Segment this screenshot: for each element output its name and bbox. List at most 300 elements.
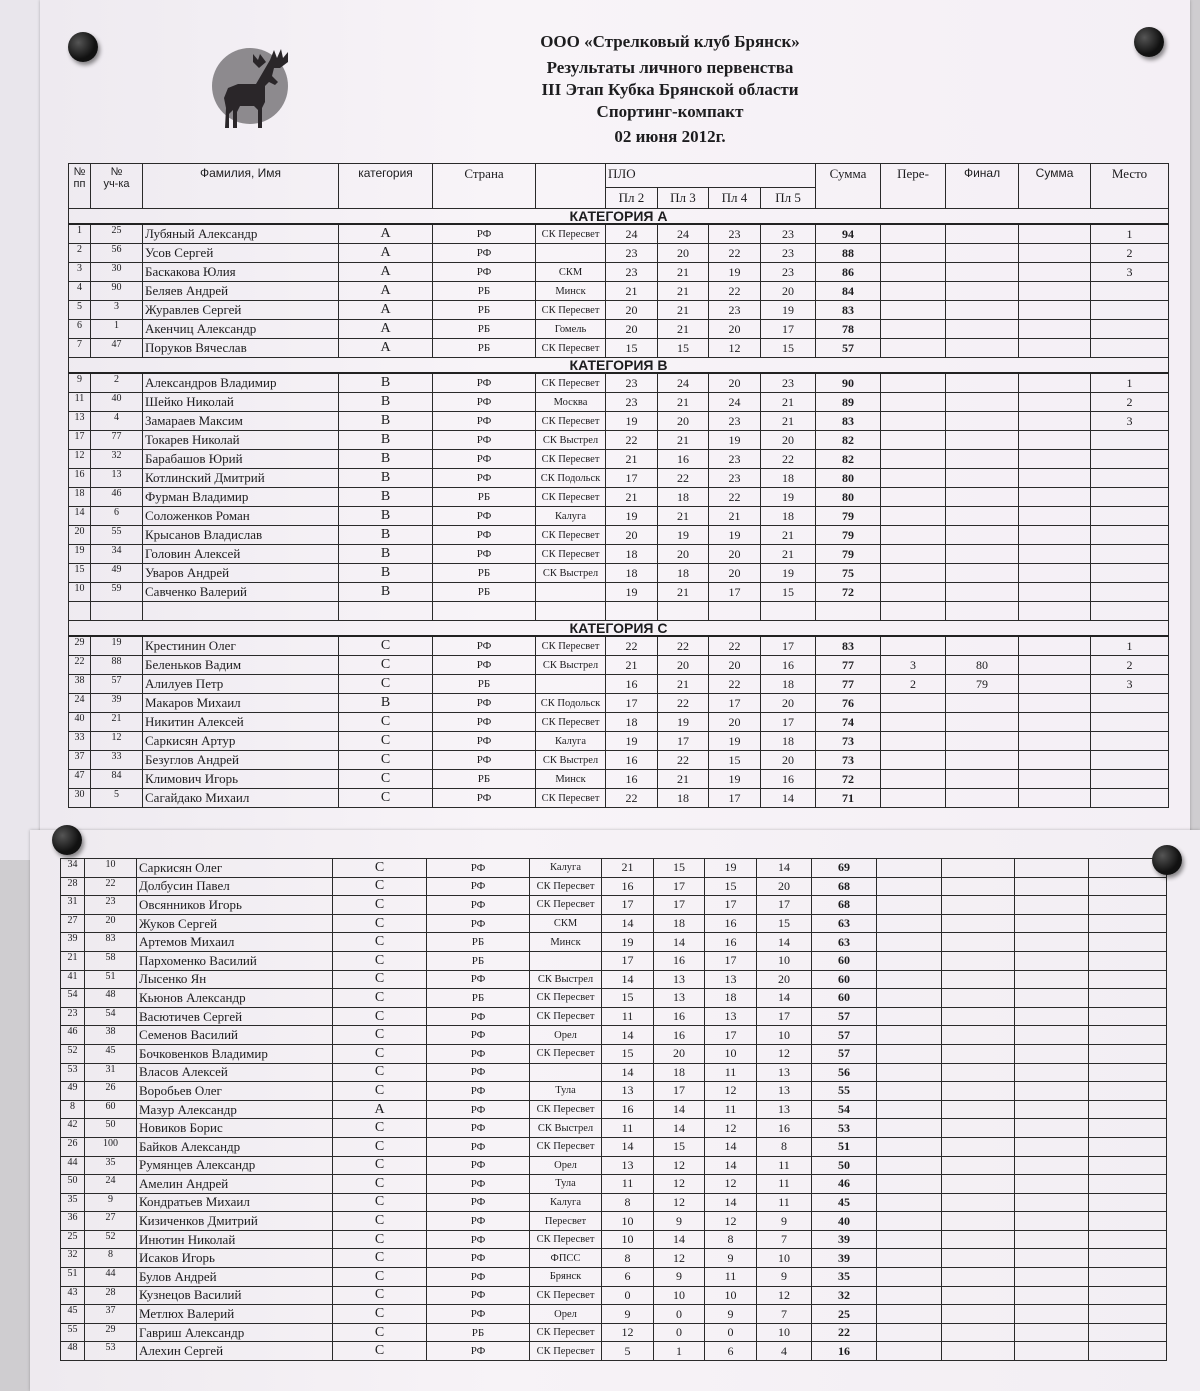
shootoff-score — [881, 694, 946, 713]
score-pl5: 21 — [761, 526, 816, 545]
row-pp: 20 — [69, 526, 91, 545]
score-pl4: 9 — [705, 1249, 757, 1268]
place — [1089, 1249, 1167, 1268]
row-pp: 18 — [69, 488, 91, 507]
shootoff-score: 3 — [881, 656, 946, 675]
score-pl2: 19 — [606, 412, 658, 431]
participant-category: С — [339, 636, 433, 656]
participant-name: Алехин Сергей — [137, 1342, 333, 1361]
place — [1091, 713, 1169, 732]
score-pl3: 15 — [654, 859, 705, 878]
score-pl3: 17 — [654, 877, 705, 896]
participant-number: 54 — [85, 1007, 137, 1026]
score-pl5: 15 — [761, 339, 816, 358]
participant-number: 50 — [85, 1119, 137, 1138]
score-pl4: 23 — [709, 412, 761, 431]
row-pp: 48 — [61, 1342, 85, 1361]
participant-number: 4 — [91, 412, 143, 431]
participant-country: РФ — [433, 450, 536, 469]
participant-country: РФ — [427, 1286, 530, 1305]
participant-category: С — [333, 1007, 427, 1026]
col-header-pl5: Пл 5 — [761, 188, 816, 209]
row-pp: 25 — [61, 1230, 85, 1249]
place — [1091, 732, 1169, 751]
participant-category: С — [333, 1249, 427, 1268]
col-header-shootoff: Пере- — [881, 164, 946, 209]
row-pp — [69, 602, 91, 621]
participant-number: 77 — [91, 431, 143, 450]
final-total — [1019, 713, 1091, 732]
place — [1089, 1119, 1167, 1138]
participant-category: С — [339, 656, 433, 675]
participant-country: РФ — [427, 1305, 530, 1324]
score-pl3: 12 — [654, 1156, 705, 1175]
score-pl4: 16 — [705, 914, 757, 933]
place — [1089, 1007, 1167, 1026]
table-row — [61, 1323, 1167, 1342]
place — [1091, 789, 1169, 808]
score-pl3: 22 — [658, 751, 709, 770]
participant-name: Шейко Николай — [143, 393, 339, 412]
participant-country: РФ — [433, 469, 536, 488]
table-row — [69, 263, 1169, 282]
score-pl2: 22 — [606, 789, 658, 808]
row-pp: 51 — [61, 1268, 85, 1287]
score-pl2: 11 — [602, 1007, 654, 1026]
participant-country: РФ — [433, 244, 536, 263]
score-pl2: 10 — [602, 1212, 654, 1231]
participant-club — [530, 951, 602, 970]
score-pl4: 9 — [705, 1305, 757, 1324]
participant-club: СК Подольск — [536, 469, 606, 488]
participant-country: РБ — [427, 951, 530, 970]
participant-club: СК Выстрел — [536, 751, 606, 770]
score-pl5: 11 — [757, 1175, 812, 1194]
participant-category: А — [339, 244, 433, 263]
final-total — [1015, 1323, 1089, 1342]
score-pl2: 19 — [602, 933, 654, 952]
participant-number: 56 — [91, 244, 143, 263]
row-pp: 16 — [69, 469, 91, 488]
place: 2 — [1091, 244, 1169, 263]
score-sum: 72 — [816, 583, 881, 602]
score-pl2: 13 — [602, 1082, 654, 1101]
row-pp: 6 — [69, 320, 91, 339]
place — [1089, 989, 1167, 1008]
participant-name: Никитин Алексей — [143, 713, 339, 732]
participant-country: РФ — [433, 224, 536, 244]
participant-country: РФ — [433, 373, 536, 393]
shootoff-score — [881, 732, 946, 751]
participant-number: 31 — [85, 1063, 137, 1082]
score-pl2: 9 — [602, 1305, 654, 1324]
final-total — [1019, 602, 1091, 621]
category-header-row — [69, 358, 1169, 374]
score-pl5: 23 — [761, 244, 816, 263]
score-sum: 72 — [816, 770, 881, 789]
final-score — [942, 1230, 1015, 1249]
final-total — [1015, 1268, 1089, 1287]
pushpin-icon — [1152, 845, 1182, 875]
final-score — [946, 770, 1019, 789]
underlying-sheet-edge — [0, 0, 41, 860]
shootoff-score — [877, 1249, 942, 1268]
participant-country: РФ — [427, 1007, 530, 1026]
participant-name: Кузнецов Василий — [137, 1286, 333, 1305]
final-score — [946, 488, 1019, 507]
row-pp: 23 — [61, 1007, 85, 1026]
score-pl5: 9 — [757, 1268, 812, 1287]
shootoff-score — [881, 713, 946, 732]
score-pl2: 20 — [606, 320, 658, 339]
row-pp: 26 — [61, 1137, 85, 1156]
final-total — [1015, 1342, 1089, 1361]
participant-number: 53 — [85, 1342, 137, 1361]
place — [1089, 1063, 1167, 1082]
score-sum: 50 — [812, 1156, 877, 1175]
final-total — [1015, 1007, 1089, 1026]
participant-country: РФ — [433, 412, 536, 431]
category-header-row — [69, 621, 1169, 637]
col-header-plo: ПЛО — [606, 164, 816, 188]
table-row — [69, 656, 1169, 675]
final-total — [1015, 1137, 1089, 1156]
score-pl5: 10 — [757, 1323, 812, 1342]
place — [1089, 1305, 1167, 1324]
participant-name: Усов Сергей — [143, 244, 339, 263]
shootoff-score — [881, 526, 946, 545]
participant-number: 30 — [91, 263, 143, 282]
score-pl3: 13 — [654, 970, 705, 989]
participant-category: С — [339, 751, 433, 770]
participant-category: А — [339, 263, 433, 282]
score-pl5: 14 — [757, 989, 812, 1008]
score-pl3: 19 — [658, 713, 709, 732]
score-pl3: 17 — [654, 1082, 705, 1101]
shootoff-score — [877, 1175, 942, 1194]
place: 3 — [1091, 675, 1169, 694]
table-row — [69, 732, 1169, 751]
participant-club: СК Пересвет — [530, 1230, 602, 1249]
table-row — [61, 1082, 1167, 1101]
table-row — [61, 1212, 1167, 1231]
score-pl5: 14 — [757, 933, 812, 952]
final-total — [1015, 1063, 1089, 1082]
score-pl4: 23 — [709, 450, 761, 469]
participant-name: Акенчиц Александр — [143, 320, 339, 339]
final-total — [1019, 507, 1091, 526]
participant-category: С — [333, 1026, 427, 1045]
score-pl5: 21 — [761, 393, 816, 412]
participant-country: РБ — [427, 933, 530, 952]
participant-name: Васютичев Сергей — [137, 1007, 333, 1026]
participant-club: СК Пересвет — [536, 412, 606, 431]
score-pl3: 14 — [654, 933, 705, 952]
score-pl2: 22 — [606, 636, 658, 656]
participant-category: С — [339, 789, 433, 808]
score-pl4: 21 — [709, 507, 761, 526]
shootoff-score — [877, 914, 942, 933]
place — [1091, 602, 1169, 621]
participant-name: Уваров Андрей — [143, 564, 339, 583]
final-total — [1019, 282, 1091, 301]
final-score — [942, 1044, 1015, 1063]
participant-club: СК Пересвет — [536, 789, 606, 808]
participant-club: Гомель — [536, 320, 606, 339]
shootoff-score — [881, 564, 946, 583]
score-pl5: 7 — [757, 1305, 812, 1324]
score-pl2: 16 — [606, 675, 658, 694]
score-sum: 71 — [816, 789, 881, 808]
score-sum: 60 — [812, 970, 877, 989]
score-pl4: 6 — [705, 1342, 757, 1361]
score-sum: 57 — [812, 1044, 877, 1063]
score-pl3: 20 — [658, 656, 709, 675]
row-pp: 1 — [69, 224, 91, 244]
score-pl4: 11 — [705, 1063, 757, 1082]
score-pl5: 18 — [761, 469, 816, 488]
score-pl4: 19 — [709, 431, 761, 450]
row-pp: 13 — [69, 412, 91, 431]
participant-category: А — [339, 339, 433, 358]
col-header-pl3: Пл 3 — [658, 188, 709, 209]
participant-club — [536, 602, 606, 621]
shootoff-score — [877, 1044, 942, 1063]
score-pl4: 12 — [705, 1212, 757, 1231]
final-score — [946, 412, 1019, 431]
participant-number: 58 — [85, 951, 137, 970]
participant-club: СК Выстрел — [536, 656, 606, 675]
score-pl3: 20 — [658, 412, 709, 431]
participant-category: В — [339, 412, 433, 431]
row-pp: 4 — [69, 282, 91, 301]
score-pl4: 12 — [705, 1119, 757, 1138]
score-pl4: 19 — [709, 526, 761, 545]
participant-country: РФ — [427, 1100, 530, 1119]
shootoff-score: 2 — [881, 675, 946, 694]
participant-club: СК Выстрел — [536, 431, 606, 450]
results-table — [68, 163, 1169, 808]
participant-name: Саркисян Артур — [143, 732, 339, 751]
place — [1089, 914, 1167, 933]
table-row — [61, 1175, 1167, 1194]
score-pl5: 19 — [761, 564, 816, 583]
score-pl5: 9 — [757, 1212, 812, 1231]
final-total — [1019, 412, 1091, 431]
row-pp: 41 — [61, 970, 85, 989]
score-pl3: 16 — [654, 951, 705, 970]
score-pl3: 0 — [654, 1323, 705, 1342]
shootoff-score — [881, 751, 946, 770]
row-pp: 14 — [69, 507, 91, 526]
participant-country: РФ — [427, 1137, 530, 1156]
score-pl4: 13 — [705, 1007, 757, 1026]
participant-category: В — [339, 431, 433, 450]
final-score — [942, 1007, 1015, 1026]
table-row — [61, 1268, 1167, 1287]
final-score — [942, 1063, 1015, 1082]
score-pl4: 23 — [709, 224, 761, 244]
participant-name: Савченко Валерий — [143, 583, 339, 602]
score-pl4: 11 — [705, 1268, 757, 1287]
table-row — [69, 373, 1169, 393]
participant-name: Сагайдако Михаил — [143, 789, 339, 808]
score-pl3: 12 — [654, 1249, 705, 1268]
final-score — [942, 877, 1015, 896]
score-pl2: 18 — [606, 545, 658, 564]
score-sum: 84 — [816, 282, 881, 301]
participant-name: Замараев Максим — [143, 412, 339, 431]
participant-name: Долбусин Павел — [137, 877, 333, 896]
participant-country: РБ — [433, 282, 536, 301]
final-score — [946, 713, 1019, 732]
participant-country: РФ — [427, 1082, 530, 1101]
participant-number: 9 — [85, 1193, 137, 1212]
participant-country: РФ — [433, 263, 536, 282]
score-sum: 86 — [816, 263, 881, 282]
score-pl5: 13 — [757, 1100, 812, 1119]
place — [1089, 970, 1167, 989]
score-pl3: 21 — [658, 263, 709, 282]
participant-number: 37 — [85, 1305, 137, 1324]
place — [1089, 1193, 1167, 1212]
participant-club: СК Пересвет — [536, 339, 606, 358]
row-pp: 31 — [61, 896, 85, 915]
final-total — [1019, 789, 1091, 808]
participant-country: РФ — [433, 526, 536, 545]
shootoff-score — [881, 412, 946, 431]
participant-club: СК Пересвет — [530, 1342, 602, 1361]
score-pl5: 13 — [757, 1082, 812, 1101]
final-total — [1015, 1119, 1089, 1138]
score-pl4: 14 — [705, 1137, 757, 1156]
participant-category: С — [333, 1305, 427, 1324]
participant-category: С — [333, 989, 427, 1008]
results-page-2 — [30, 830, 1200, 1391]
participant-number — [91, 602, 143, 621]
final-score — [942, 933, 1015, 952]
score-pl5: 13 — [757, 1063, 812, 1082]
table-row — [61, 1137, 1167, 1156]
participant-name: Власов Алексей — [137, 1063, 333, 1082]
score-pl2: 23 — [606, 373, 658, 393]
shootoff-score — [881, 583, 946, 602]
participant-country: РФ — [427, 970, 530, 989]
row-pp: 17 — [69, 431, 91, 450]
score-pl5: 10 — [757, 951, 812, 970]
shootoff-score — [877, 1100, 942, 1119]
final-total — [1019, 583, 1091, 602]
participant-number: 27 — [85, 1212, 137, 1231]
participant-club — [536, 583, 606, 602]
row-pp: 34 — [61, 859, 85, 878]
score-pl3: 14 — [654, 1230, 705, 1249]
score-pl5: 17 — [761, 636, 816, 656]
participant-name: Воробьев Олег — [137, 1082, 333, 1101]
score-pl2: 16 — [602, 877, 654, 896]
table-row — [61, 914, 1167, 933]
score-sum: 73 — [816, 732, 881, 751]
score-pl5: 20 — [761, 694, 816, 713]
score-sum: 46 — [812, 1175, 877, 1194]
place — [1091, 564, 1169, 583]
place — [1089, 1100, 1167, 1119]
score-pl3: 22 — [658, 469, 709, 488]
shootoff-score — [881, 507, 946, 526]
final-score — [946, 583, 1019, 602]
moose-logo-icon — [208, 42, 308, 140]
table-row — [69, 694, 1169, 713]
score-pl3: 21 — [658, 583, 709, 602]
score-pl4: 23 — [709, 469, 761, 488]
score-pl5: 18 — [761, 732, 816, 751]
table-row — [69, 393, 1169, 412]
final-score — [946, 732, 1019, 751]
place — [1091, 339, 1169, 358]
score-pl2: 23 — [606, 244, 658, 263]
score-pl4: 12 — [705, 1082, 757, 1101]
participant-category: В — [339, 373, 433, 393]
participant-number: 60 — [85, 1100, 137, 1119]
participant-category: В — [339, 545, 433, 564]
table-row — [69, 224, 1169, 244]
final-total — [1015, 933, 1089, 952]
participant-club: СК Выстрел — [530, 1119, 602, 1138]
participant-number: 10 — [85, 859, 137, 878]
participant-name: Журавлев Сергей — [143, 301, 339, 320]
score-pl2: 20 — [606, 526, 658, 545]
participant-number: 8 — [85, 1249, 137, 1268]
place — [1089, 877, 1167, 896]
final-score — [946, 431, 1019, 450]
final-total — [1015, 1286, 1089, 1305]
score-sum: 68 — [812, 896, 877, 915]
participant-number: 39 — [91, 694, 143, 713]
participant-name: Овсянников Игорь — [137, 896, 333, 915]
score-pl5: 17 — [757, 896, 812, 915]
score-pl4: 22 — [709, 488, 761, 507]
score-pl2: 19 — [606, 507, 658, 526]
score-pl4: 17 — [709, 583, 761, 602]
final-score — [946, 526, 1019, 545]
table-row — [61, 1007, 1167, 1026]
place — [1091, 507, 1169, 526]
participant-category: С — [333, 1342, 427, 1361]
results-page-1 — [40, 0, 1190, 845]
score-pl2: 14 — [602, 1137, 654, 1156]
shootoff-score — [877, 1119, 942, 1138]
row-pp: 42 — [61, 1119, 85, 1138]
row-pp: 33 — [69, 732, 91, 751]
score-sum: 80 — [816, 469, 881, 488]
score-sum: 40 — [812, 1212, 877, 1231]
score-pl5: 10 — [757, 1026, 812, 1045]
score-pl3: 12 — [654, 1193, 705, 1212]
score-pl5: 22 — [761, 450, 816, 469]
participant-number: 23 — [85, 896, 137, 915]
place: 1 — [1091, 224, 1169, 244]
participant-category: А — [333, 1100, 427, 1119]
place — [1091, 770, 1169, 789]
shootoff-score — [877, 1007, 942, 1026]
score-pl2: 0 — [602, 1286, 654, 1305]
score-sum: 63 — [812, 914, 877, 933]
score-pl5: 7 — [757, 1230, 812, 1249]
participant-number: 6 — [91, 507, 143, 526]
final-total — [1015, 877, 1089, 896]
score-pl5: 23 — [761, 224, 816, 244]
final-score: 79 — [946, 675, 1019, 694]
